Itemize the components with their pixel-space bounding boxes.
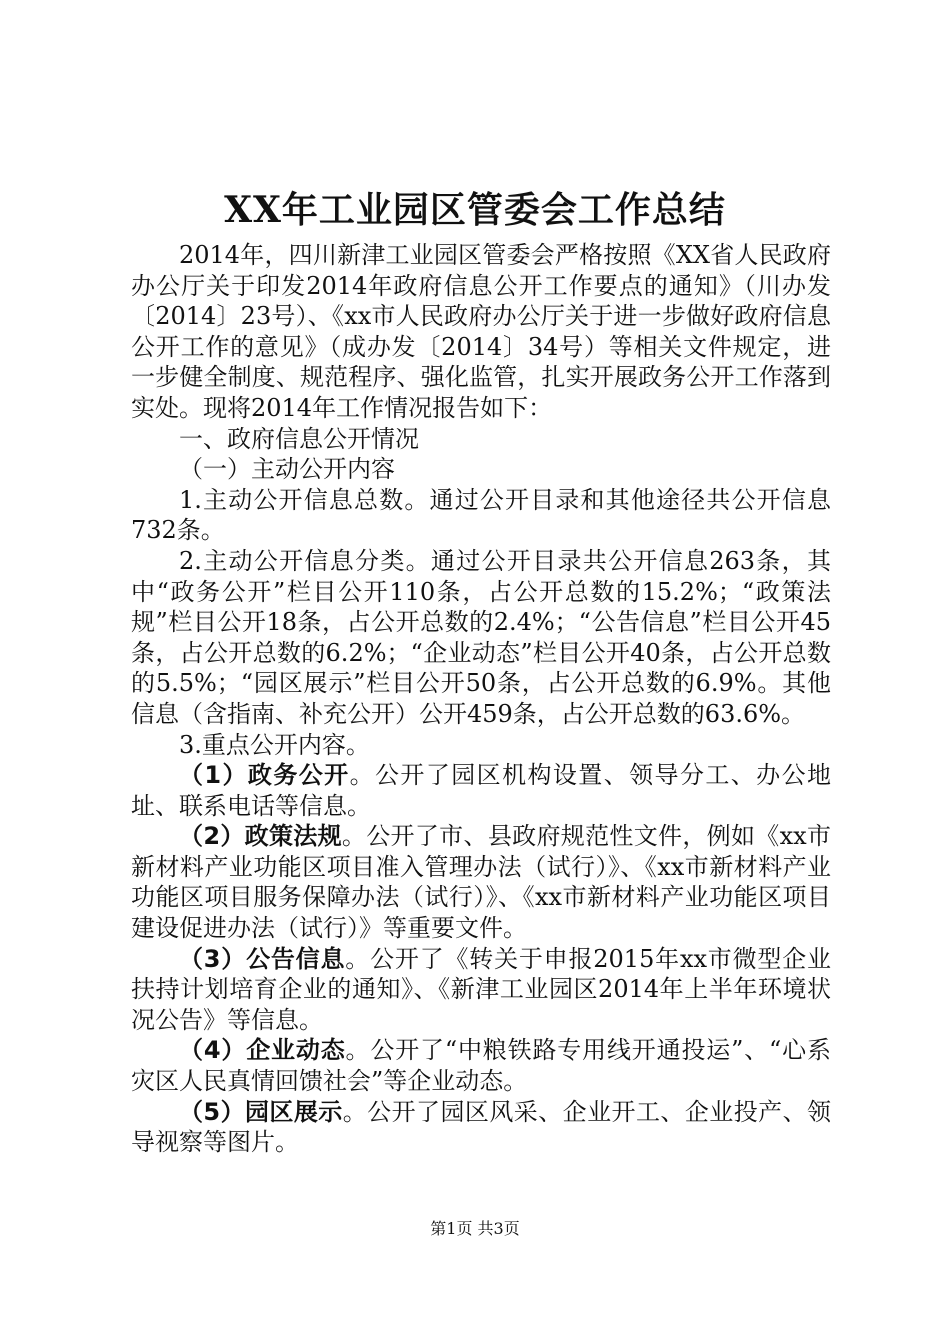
sub-item-paragraph [131, 760, 831, 821]
item-total-paragraph: 1.主动公开信息总数。通过公开目录和其他途径共公开信息732条。 [131, 485, 831, 545]
sub-item-text: 。公开了《转关于申报2015年xx市微型企业扶持计划培育企业的通知》、《新津工业园区2014年上半年环境状况公告》等信息。 [131, 944, 832, 1034]
sub-item-label: （4）企业动态 [179, 1036, 346, 1065]
sub-item-paragraph [131, 944, 831, 1036]
document-body [131, 240, 831, 1158]
sub-item-text: 。公开了“中粮铁路专用线开通投运”、“心系灾区人民真情回馈社会”等企业动态。 [131, 1036, 831, 1096]
page-footer: 第1页 共3页 [430, 1219, 520, 1238]
item-category-paragraph: 2.主动公开信息分类。通过公开目录共公开信息263条，其中“政务公开”栏目公开110条，占公开总数的15.2%；“政策法规”栏目公开18条，占公开总数的2.4%；“公告信息”栏目公开45条，占公开总数的6.2%；“企业动态”栏目公开40条，占公开总数的5.5%；“园区展示”栏目公开50条，占公开总数的6.9%。其他信息（含指南、补充公开）公开459条，占公开总数的63.6%。 [131, 546, 831, 728]
sub-item-label: （5）园区展示 [179, 1097, 343, 1126]
sub-item-text: 。公开了市、县政府规范性文件，例如《xx市新材料产业功能区项目准入管理办法（试行）》、《xx市新材料产业功能区项目服务保障办法（试行）》、《xx市新材料产业功能区项目建设促进办法（试行）》等重要文件。 [131, 822, 831, 943]
sub-item-label: （2）政策法规 [179, 822, 342, 851]
intro-paragraph: 2014年，四川新津工业园区管委会严格按照《XX省人民政府办公厅关于印发2014年政府信息公开工作要点的通知》（川办发〔2014〕23号）、《xx市人民政府办公厅关于进一步做好政府信息公开工作的意见》（成办发〔2014〕34号）等相关文件规定，进一步健全制度、规范程序、强化监管，扎实开展政务公开工作落到实处。现将2014年工作情况报告如下： [131, 241, 831, 422]
document-title: XX年工业园区管委会工作总结 [224, 189, 726, 231]
sub-item-label: （3）公告信息 [179, 944, 346, 973]
section-heading: 一、政府信息公开情况 [179, 424, 419, 453]
sub-item-text: 。公开了园区机构设置、领导分工、办公地址、联系电话等信息。 [131, 761, 832, 820]
sub-item-text: 。公开了园区风采、企业开工、企业投产、领导视察等图片。 [131, 1097, 832, 1157]
sub-item-paragraph [131, 1097, 831, 1158]
sub-item-label: （1）政务公开 [179, 761, 350, 790]
item-key-content-paragraph: 3.重点公开内容。 [179, 730, 370, 759]
subsection-heading: （一）主动公开内容 [179, 455, 395, 484]
sub-item-paragraph [131, 821, 831, 943]
sub-item-paragraph [131, 1035, 831, 1096]
